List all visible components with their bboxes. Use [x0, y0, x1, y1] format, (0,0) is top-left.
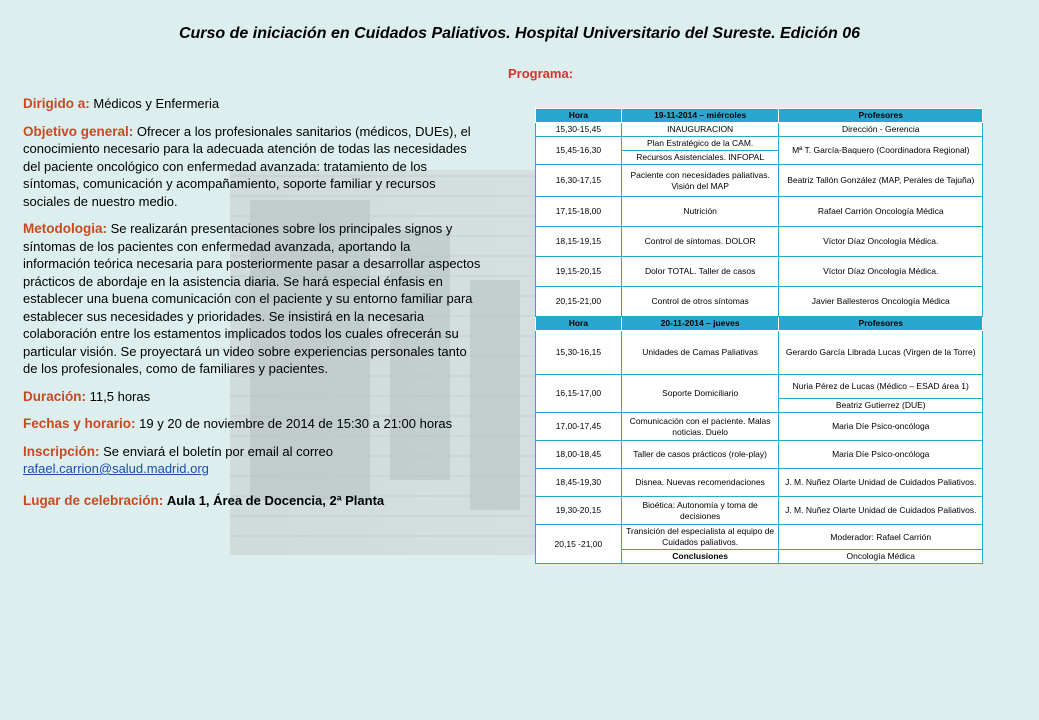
- row-topic: Paciente con necesidades paliativas. Visión del MAP: [621, 165, 779, 197]
- row-time: 20,15 -21,00: [536, 525, 622, 564]
- table-row: [536, 123, 983, 137]
- row-time: 15,45-16,30: [536, 137, 622, 165]
- row-time: 19,30-20,15: [536, 497, 622, 525]
- row-speaker: Maria Díe Psico-oncóloga: [779, 413, 983, 441]
- row-speaker: J. M. Nuñez Olarte Unidad de Cuidados Paliativos.: [779, 497, 983, 525]
- lugar-value: Aula 1, Área de Docencia, 2ª Planta: [166, 492, 385, 508]
- row-speaker: Oncología Médica: [779, 550, 983, 564]
- table-row: [536, 257, 983, 287]
- row-time: 17,00-17,45: [536, 413, 622, 441]
- dirigido-value: Médicos y Enfermeria: [93, 96, 220, 111]
- row-speaker: Javier Ballesteros Oncología Médica: [779, 287, 983, 317]
- row-topic: Recursos Asistenciales. INFOPAL: [621, 151, 779, 165]
- table-row: [536, 287, 983, 317]
- row-time: 18,45-19,30: [536, 469, 622, 497]
- day1-header-row: [536, 109, 983, 123]
- row-topic: INAUGURACION: [621, 123, 779, 137]
- table-row: [536, 137, 983, 151]
- row-topic: Soporte Domiciliario: [621, 375, 779, 413]
- dirigido-label: Dirigido a:: [23, 96, 90, 111]
- row-topic: Taller de casos prácticos (role-play): [621, 441, 779, 469]
- row-topic: Transición del especialista al equipo de Cuidados paliativos.: [621, 525, 779, 550]
- row-topic: Conclusiones: [621, 550, 779, 564]
- row-speaker: Víctor Díaz Oncología Médica.: [779, 227, 983, 257]
- header-day1: 19-11-2014 – miércoles: [621, 109, 779, 123]
- row-speaker: Mª T. García-Baquero (Coordinadora Regional): [779, 137, 983, 165]
- row-topic: Nutrición: [621, 197, 779, 227]
- row-topic: Unidades de Camas Paliativas: [621, 331, 779, 375]
- dirigido-section: [23, 95, 481, 113]
- row-topic: Plan Estratégico de la CAM.: [621, 137, 779, 151]
- table-row: [536, 413, 983, 441]
- email-link[interactable]: rafael.carrion@salud.madrid.org: [23, 461, 209, 476]
- table-row: [536, 469, 983, 497]
- header-day2: 20-11-2014 – jueves: [621, 317, 779, 331]
- row-speaker: Beatriz Gutierrez (DUE): [779, 399, 983, 413]
- day2-header-row: [536, 317, 983, 331]
- course-info: [23, 95, 481, 519]
- programa-label: Programa:: [508, 66, 574, 81]
- duracion-value: 11,5 horas: [89, 388, 151, 404]
- lugar-section: [23, 492, 481, 510]
- row-speaker: J. M. Nuñez Olarte Unidad de Cuidados Paliativos.: [779, 469, 983, 497]
- row-speaker: Beatriz Tallón González (MAP, Perales de Tajuña): [779, 165, 983, 197]
- table-row: [536, 197, 983, 227]
- row-time: 18,15-19,15: [536, 227, 622, 257]
- row-speaker: Moderador: Rafael Carrión: [779, 525, 983, 550]
- page-title: Curso de iniciación en Cuidados Paliativos. Hospital Universitario del Sureste. Edición 06: [178, 25, 861, 42]
- schedule-table: [535, 108, 983, 564]
- fechas-section: [23, 415, 481, 433]
- duracion-section: [23, 388, 481, 406]
- row-time: 15,30-16,15: [536, 331, 622, 375]
- row-time: 20,15-21,00: [536, 287, 622, 317]
- objetivo-label: Objetivo general:: [23, 123, 134, 139]
- row-topic: Control de síntomas. DOLOR: [621, 227, 779, 257]
- header-hora: Hora: [536, 317, 622, 331]
- table-row: [536, 375, 983, 399]
- metodologia-label: Metodologia:: [23, 221, 107, 236]
- row-topic: Bioética: Autonomía y toma de decisiones: [621, 497, 779, 525]
- table-row: [536, 331, 983, 375]
- table-row: [536, 525, 983, 550]
- row-speaker: Nuria Pérez de Lucas (Médico – ESAD área 1): [779, 375, 983, 399]
- table-row: [536, 497, 983, 525]
- row-time: 16,15-17,00: [536, 375, 622, 413]
- row-speaker: Rafael Carrión Oncología Médica: [779, 197, 983, 227]
- fechas-label: Fechas y horario:: [23, 416, 136, 431]
- header-hora: Hora: [536, 109, 622, 123]
- row-time: 18,00-18,45: [536, 441, 622, 469]
- row-speaker: Dirección - Gerencia: [779, 123, 983, 137]
- table-row: [536, 165, 983, 197]
- inscripcion-section: [23, 443, 481, 478]
- duracion-label: Duración:: [23, 388, 87, 404]
- metodologia-value: Se realizarán presentaciones sobre los principales signos y síntomas de los pacientes con enfermedad avanzada, aportando la información teórica necesaria para posteriormente pasar a desarrollar aspectos prácticos de abordaje en la asistencia diaria. Se hará especial énfasis en establecer una buena comunicación con el paciente y su entorno familiar para establecer sus necesidades y prioridades. Se insistirá en la necesaria colaboración entre los estamentos implicados todos los cuales ofrecerán su particular visión. Se proyectará un video sobre experiencias personales tanto de los profesionales, como de familiares y pacientes.: [23, 221, 481, 376]
- header-profesores: Profesores: [779, 317, 983, 331]
- inscripcion-value: Se enviará el boletín por email al correo: [103, 443, 333, 459]
- table-row: [536, 227, 983, 257]
- row-speaker: Gerardo García Librada Lucas (Virgen de la Torre): [779, 331, 983, 375]
- row-topic: Comunicación con el paciente. Malas noticias. Duelo: [621, 413, 779, 441]
- lugar-label: Lugar de celebración:: [23, 492, 164, 508]
- row-time: 19,15-20,15: [536, 257, 622, 287]
- row-topic: Dolor TOTAL. Taller de casos: [621, 257, 779, 287]
- row-speaker: Maria Díe Psico-oncóloga: [779, 441, 983, 469]
- row-time: 15,30-15,45: [536, 123, 622, 137]
- row-topic: Disnea. Nuevas recomendaciones: [621, 469, 779, 497]
- objetivo-value: Ofrecer a los profesionales sanitarios (médicos, DUEs), el conocimiento necesario para la adecuada atención de todas las necesidades del paciente oncológico con enfermedad avanzada: tratamiento de los síntomas, comunicación y acompañamiento, soporte familiar y recursos sociales de nuestro medio.: [23, 123, 471, 209]
- header-profesores: Profesores: [779, 109, 983, 123]
- objetivo-section: [23, 123, 481, 211]
- row-time: 17,15-18,00: [536, 197, 622, 227]
- row-time: 16,30-17,15: [536, 165, 622, 197]
- metodologia-section: [23, 220, 481, 378]
- fechas-value: 19 y 20 de noviembre de 2014 de 15:30 a 21:00 horas: [139, 416, 453, 431]
- row-speaker: Víctor Díaz Oncología Médica.: [779, 257, 983, 287]
- inscripcion-label: Inscripción:: [23, 443, 100, 459]
- table-row: [536, 441, 983, 469]
- row-topic: Control de otros síntomas: [621, 287, 779, 317]
